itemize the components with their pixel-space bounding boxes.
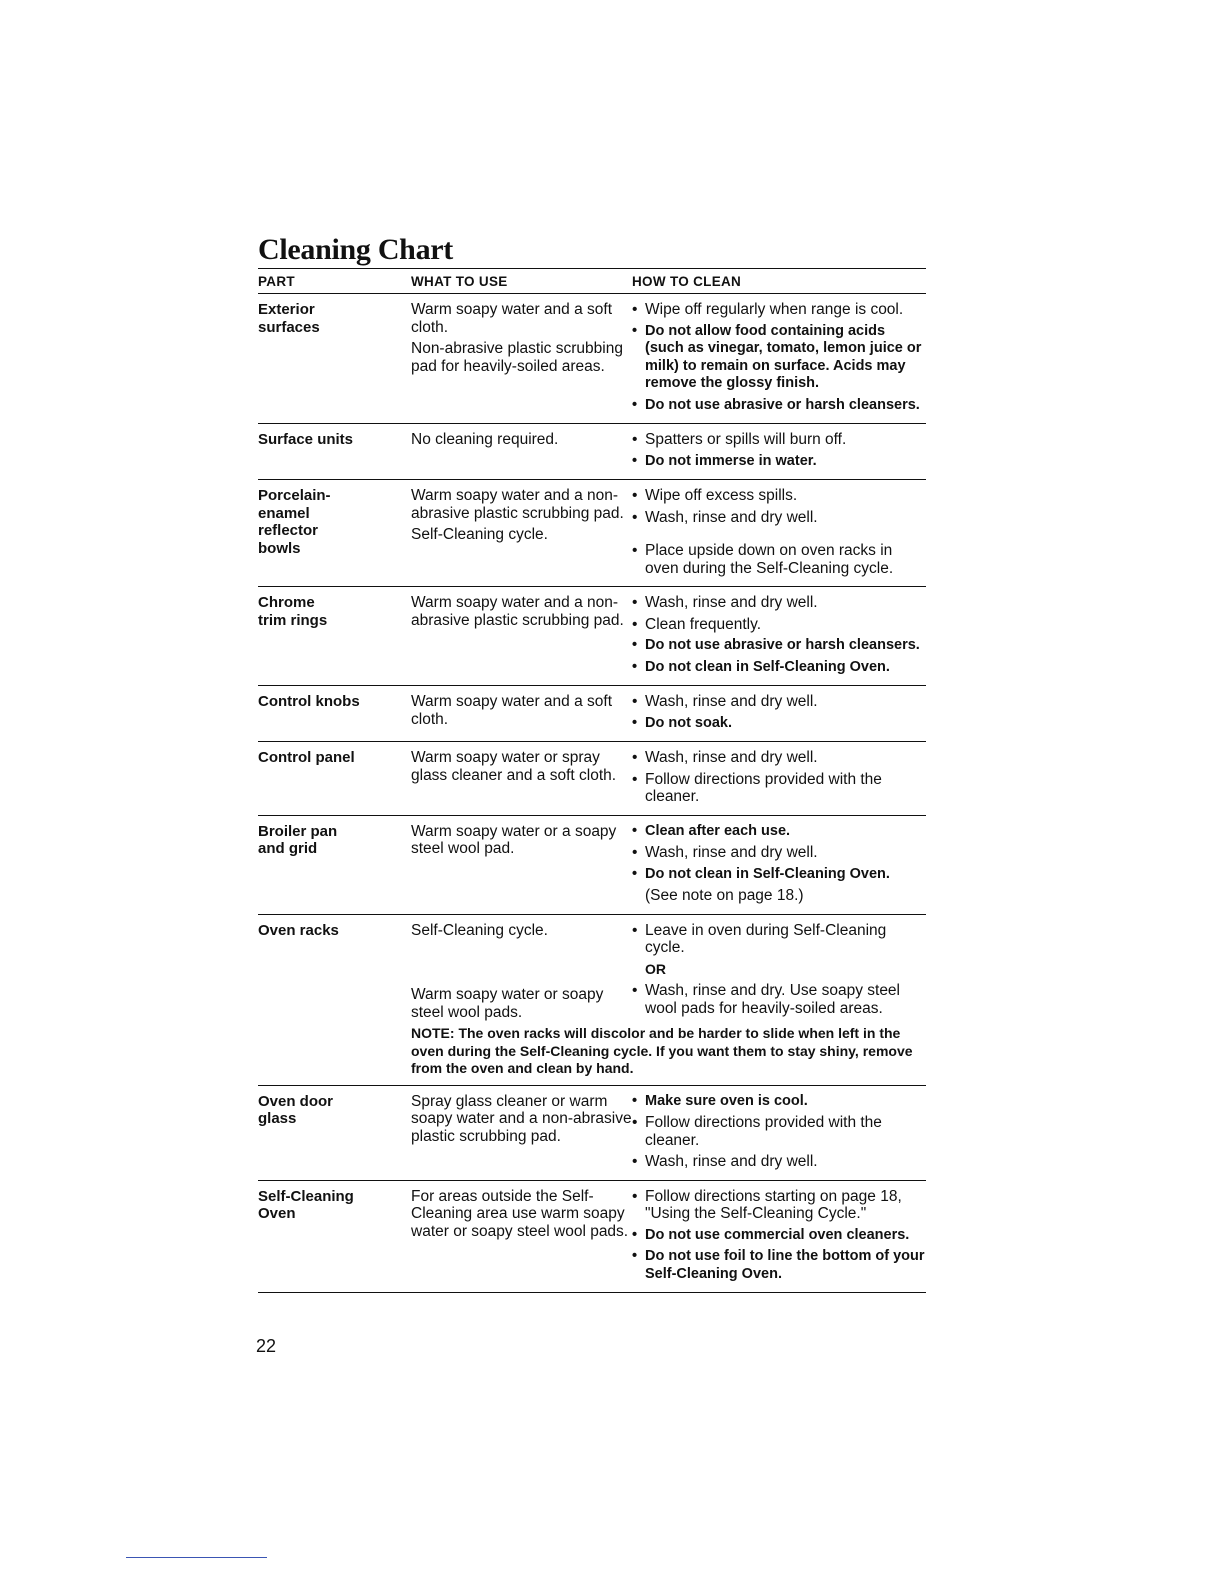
list-item: (See note on page 18.) bbox=[645, 887, 804, 904]
table-row bbox=[258, 293, 926, 423]
part-cell: Exterior surfaces bbox=[258, 301, 320, 336]
list-item: • Do not use commercial oven cleaners. bbox=[632, 1227, 926, 1245]
what-to-use-cell: For areas outside the Self-Cleaning area use warm soapy water or soapy steel wool pads. bbox=[411, 1187, 629, 1240]
how-to-clean-cell bbox=[632, 749, 926, 810]
table-row bbox=[258, 1085, 926, 1180]
list-item: • Clean frequently. bbox=[632, 616, 926, 634]
list-item: • Wash, rinse and dry well. bbox=[632, 1153, 926, 1171]
part-cell: Chrome trim rings bbox=[258, 594, 328, 629]
list-item: • Wash, rinse and dry well. bbox=[632, 594, 926, 612]
cleaning-chart-page bbox=[258, 232, 926, 1293]
list-item: • Follow directions provided with the cleaner. bbox=[632, 771, 926, 806]
list-item: • Follow directions starting on page 18, "Using the Self-Cleaning Cycle." bbox=[632, 1188, 926, 1223]
list-item: • Do not use abrasive or harsh cleansers. bbox=[632, 637, 926, 655]
list-item: • Wash, rinse and dry well. bbox=[632, 509, 926, 527]
list-item: • Leave in oven during Self-Cleaning cycle. bbox=[632, 922, 926, 957]
how-to-clean-cell bbox=[632, 922, 926, 1026]
header-part: PART bbox=[258, 273, 295, 289]
how-to-clean-cell bbox=[632, 431, 926, 474]
list-item: • Follow directions provided with the cleaner. bbox=[632, 1114, 926, 1149]
how-to-clean-cell bbox=[632, 301, 926, 418]
what-to-use-cell: Warm soapy water or spray glass cleaner and a soft cloth. bbox=[411, 749, 617, 784]
part-cell: Oven racks bbox=[258, 921, 339, 939]
part-cell: Control panel bbox=[258, 749, 355, 766]
what-to-use-cell: Warm soapy water and a soft cloth. Non-abrasive plastic scrubbing pad for heavily-soiled areas. bbox=[411, 301, 623, 375]
what-to-use-cell: Spray glass cleaner or warm soapy water and a non-abrasive plastic scrubbing pad. bbox=[411, 1092, 632, 1145]
list-item: • Wipe off excess spills. bbox=[632, 487, 926, 505]
list-item: • Clean after each use. bbox=[632, 823, 926, 841]
list-item: • Make sure oven is cool. bbox=[632, 1093, 926, 1111]
list-item: • Do not use abrasive or harsh cleansers. bbox=[632, 397, 926, 415]
table-row bbox=[258, 586, 926, 685]
list-item: • Do not soak. bbox=[632, 715, 926, 733]
list-item: • Spatters or spills will burn off. bbox=[632, 431, 926, 449]
part-cell: Control knobs bbox=[258, 693, 360, 710]
list-item: • Do not clean in Self-Cleaning Oven. bbox=[632, 866, 926, 884]
table-row bbox=[258, 685, 926, 741]
what-to-use-cell: No cleaning required. bbox=[411, 431, 559, 448]
list-item: • Do not immerse in water. bbox=[632, 453, 926, 471]
what-to-use-cell: Warm soapy water and a non-abrasive plastic scrubbing pad. bbox=[411, 594, 624, 629]
how-to-clean-cell bbox=[632, 1188, 926, 1288]
footer-link-line bbox=[126, 1557, 267, 1558]
header-what-to-use: WHAT TO USE bbox=[411, 273, 508, 289]
part-cell: Broiler pan and grid bbox=[258, 822, 338, 857]
what-to-use-cell: Warm soapy water and a non-abrasive plastic scrubbing pad. Self-Cleaning cycle. bbox=[411, 487, 624, 543]
how-to-clean-cell bbox=[632, 693, 926, 736]
part-cell: Porcelain- enamel reflector bowls bbox=[258, 487, 331, 557]
or-label: OR bbox=[645, 960, 666, 977]
oven-racks-note: NOTE: The oven racks will discolor and be harder to slide when left in the oven during the Self-Cleaning cycle. If you want them to stay shiny, remove from the oven and clean by hand. bbox=[411, 1025, 913, 1076]
how-to-clean-cell bbox=[632, 594, 926, 680]
list-item: • Wash, rinse and dry well. bbox=[632, 749, 926, 767]
list-item: • Do not use foil to line the bottom of your Self-Cleaning Oven. bbox=[632, 1248, 926, 1283]
what-to-use-cell: Self-Cleaning cycle. Warm soapy water or soapy steel wool pads. bbox=[411, 921, 604, 1021]
part-cell: Self-Cleaning Oven bbox=[258, 1187, 354, 1222]
table-row bbox=[258, 479, 926, 586]
list-item: • Place upside down on oven racks in oven during the Self-Cleaning cycle. bbox=[632, 542, 926, 577]
list-item: • Wash, rinse and dry well. bbox=[632, 693, 926, 711]
how-to-clean-cell bbox=[632, 1093, 926, 1175]
how-to-clean-cell bbox=[632, 487, 926, 581]
part-cell: Surface units bbox=[258, 431, 354, 448]
table-row bbox=[258, 815, 926, 914]
table-header bbox=[258, 269, 926, 293]
list-item: • Do not clean in Self-Cleaning Oven. bbox=[632, 659, 926, 677]
list-item: • Wash, rinse and dry well. bbox=[632, 844, 926, 862]
table-row bbox=[258, 423, 926, 479]
list-item: • Do not allow food containing acids (such as vinegar, tomato, lemon juice or milk) to remain on surface. Acids may remove the glossy finish. bbox=[632, 323, 926, 393]
table-bottom-rule bbox=[258, 1292, 926, 1293]
table-row bbox=[258, 1180, 926, 1293]
part-cell: Oven door glass bbox=[258, 1092, 334, 1127]
header-how-to-clean: HOW TO CLEAN bbox=[632, 273, 742, 289]
page-number: 22 bbox=[256, 1336, 277, 1356]
what-to-use-cell: Warm soapy water or a soapy steel wool pad. bbox=[411, 822, 617, 857]
page-title: Cleaning Chart bbox=[258, 233, 453, 266]
table-row bbox=[258, 914, 926, 1085]
what-to-use-cell: Warm soapy water and a soft cloth. bbox=[411, 693, 613, 728]
list-item: • Wipe off regularly when range is cool. bbox=[632, 301, 926, 319]
list-item: • Wash, rinse and dry. Use soapy steel wool pads for heavily-soiled areas. bbox=[632, 982, 926, 1017]
how-to-clean-cell bbox=[632, 823, 926, 909]
table-row bbox=[258, 741, 926, 815]
